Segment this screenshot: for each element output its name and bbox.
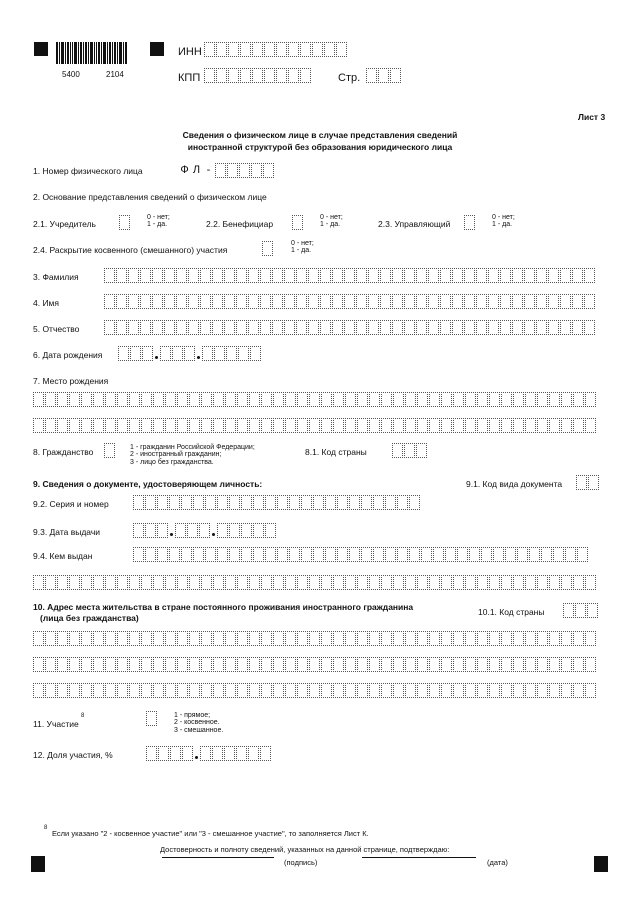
- kpp-field[interactable]: [204, 68, 312, 83]
- field-7-label: 7. Место рождения: [33, 376, 109, 386]
- birth-place-field-row-2[interactable]: [33, 418, 597, 433]
- field-2-2-label: 2.2. Бенефициар: [206, 219, 274, 229]
- barcode: [56, 42, 128, 64]
- participation-type-field[interactable]: [146, 711, 158, 726]
- form-title-line-1: Сведения о физическом лице в случае представления сведений: [182, 130, 458, 140]
- date-line[interactable]: [362, 857, 476, 858]
- surname-field[interactable]: [104, 268, 596, 283]
- field-6-label: 6. Дата рождения: [33, 350, 103, 360]
- first-name-field[interactable]: [104, 294, 596, 309]
- document-type-code-field[interactable]: [576, 475, 600, 490]
- field-11-label: 11. Участие: [33, 719, 79, 729]
- participation-type-hint: 1 - прямое; 2 - косвенное. 3 - смешанное.: [174, 712, 224, 734]
- signature-caption: (подпись): [284, 858, 318, 867]
- field-9-2-label: 9.2. Серия и номер: [33, 499, 109, 509]
- field-9-3-label: 9.3. Дата выдачи: [33, 527, 101, 537]
- corner-marker-bottom-left: [31, 856, 45, 872]
- birth-date-field[interactable]: [118, 346, 262, 361]
- footnote-text: Если указано "2 - косвенное участие" или "3 - смешанное участие", то заполняется Лист К.: [52, 829, 369, 838]
- field-2-4-label: 2.4. Раскрытие косвенного (смешанного) участия: [33, 245, 228, 255]
- citizenship-country-code-field[interactable]: [392, 443, 428, 458]
- barcode-number-right: 2104: [106, 70, 124, 79]
- inn-field[interactable]: [204, 42, 348, 57]
- field-10-1-label: 10.1. Код страны: [478, 607, 545, 617]
- document-issuer-field-row-1[interactable]: [133, 547, 589, 562]
- kpp-label: КПП: [178, 72, 201, 84]
- field-2-label: 2. Основание представления сведений о физическом лице: [33, 192, 267, 202]
- founder-field[interactable]: [119, 215, 131, 230]
- corner-marker-top-left: [34, 42, 48, 56]
- residence-address-field-row-3[interactable]: [33, 683, 597, 698]
- field-4-label: 4. Имя: [33, 298, 60, 308]
- field-3-label: 3. Фамилия: [33, 272, 79, 282]
- field-2-1-label: 2.1. Учредитель: [33, 219, 96, 229]
- beneficiary-field[interactable]: [292, 215, 304, 230]
- indirect-disclosure-hint: 0 - нет; 1 - да.: [291, 240, 314, 255]
- field-9-4-label: 9.4. Кем выдан: [33, 551, 93, 561]
- certification-text: Достоверность и полноту сведений, указанных на данной странице, подтверждаю:: [160, 845, 450, 854]
- corner-marker-top-mid: [150, 42, 164, 56]
- field-5-label: 5. Отчество: [33, 324, 80, 334]
- date-caption: (дата): [487, 858, 508, 867]
- birth-place-field-row-1[interactable]: [33, 392, 597, 407]
- field-8-label: 8. Гражданство: [33, 447, 94, 457]
- field-10-label-line-1: 10. Адрес места жительства в стране постоянного проживания иностранного гражданина: [33, 602, 414, 612]
- page-label: Стр.: [338, 72, 361, 84]
- document-issue-date-field[interactable]: [133, 523, 277, 538]
- field-1-label: 1. Номер физического лица: [33, 166, 143, 176]
- field-9-1-label: 9.1. Код вида документа: [466, 479, 563, 489]
- inn-label: ИНН: [178, 46, 202, 58]
- field-12-label: 12. Доля участия, %: [33, 750, 113, 760]
- participation-share-field[interactable]: [146, 746, 272, 761]
- person-number-field[interactable]: Ф Л -: [179, 163, 275, 178]
- citizenship-field[interactable]: [104, 443, 116, 458]
- document-issuer-field-row-2[interactable]: [33, 575, 597, 590]
- residence-address-field-row-1[interactable]: [33, 631, 597, 646]
- beneficiary-hint: 0 - нет; 1 - да.: [320, 214, 343, 229]
- document-series-number-field[interactable]: [133, 495, 421, 510]
- manager-hint: 0 - нет; 1 - да.: [492, 214, 515, 229]
- field-2-3-label: 2.3. Управляющий: [378, 219, 451, 229]
- page-field[interactable]: [366, 68, 402, 83]
- field-9-label: 9. Сведения о документе, удостоверяющем личность:: [33, 479, 263, 489]
- residence-country-code-field[interactable]: [563, 603, 599, 618]
- indirect-disclosure-field[interactable]: [262, 241, 274, 256]
- field-8-1-label: 8.1. Код страны: [305, 447, 367, 457]
- sheet-label: Лист 3: [578, 112, 606, 122]
- barcode-number-left: 5400: [62, 70, 80, 79]
- corner-marker-bottom-right: [594, 856, 608, 872]
- manager-field[interactable]: [464, 215, 476, 230]
- field-10-label-line-2: (лица без гражданства): [40, 613, 139, 623]
- patronymic-field[interactable]: [104, 320, 596, 335]
- form-title-line-2: иностранной структурой без образования юридического лица: [187, 142, 453, 152]
- field-11-footnote-mark: 8: [81, 713, 85, 719]
- signature-line[interactable]: [162, 857, 274, 858]
- founder-hint: 0 - нет; 1 - да.: [147, 214, 170, 229]
- residence-address-field-row-2[interactable]: [33, 657, 597, 672]
- citizenship-hint: 1 - гражданин Российской Федерации; 2 - иностранный гражданин; 3 - лицо без гражданства.: [130, 444, 255, 466]
- footnote-mark: 8: [44, 825, 48, 831]
